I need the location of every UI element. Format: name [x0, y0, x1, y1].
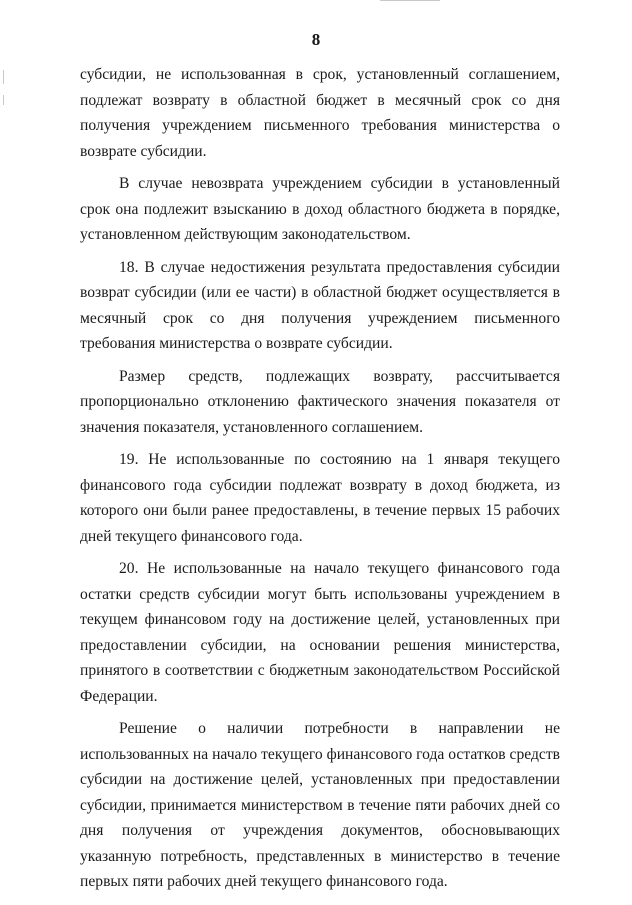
page-number: 8 [311, 30, 321, 49]
paragraph-6: 20. Не использованные на начало текущего финансового года остатки средств субсидии могут быть использованы учреждением в текущем финансовом году на достижение целей, установленных при предоставлении субсидии, на основании решения министерства, принятого в соответствии с бюджетным законодательством Российской Федерации. [80, 560, 560, 705]
scan-artifact [3, 70, 4, 84]
paragraph-1: субсидии, не использованная в срок, установленный соглашением, подлежат возврату в областной бюджет в месячный срок со дня получения учреждением письменного требования министерства о возврате субсидии. [80, 66, 560, 160]
scan-artifact [380, 0, 440, 1]
scan-artifact [3, 95, 4, 105]
paragraph-2: В случае невозврата учреждением субсидии в установленный срок она подлежит взысканию в доход областного бюджета в порядке, установленном действующим законодательством. [80, 175, 560, 243]
paragraph-5: 19. Не использованные по состоянию на 1 января текущего финансового года субсидии подлежат возврату в доход бюджета, из которого они были ранее предоставлены, в течение первых 15 рабочих дней текущего финансового года. [80, 451, 560, 545]
paragraph-4: Размер средств, подлежащих возврату, рассчитывается пропорционально отклонению фактического значения показателя от значения показателя, установленного соглашением. [80, 367, 560, 436]
paragraph-7: Решение о наличии потребности в направлении не использованных на начало текущего финансового года остатков средств субсидии на достижение целей, установленных при предоставлении субсидии, принимается министерством в течение пяти рабочих дней со дня получения от учреждения документов, обосновывающих указанную потребность, представленных в министерство в течение первых пяти рабочих дней текущего финансового года. [80, 720, 561, 890]
document-body [80, 62, 560, 902]
paragraph-3: 18. В случае недостижения результата предоставления субсидии возврат субсидии (или ее части) в областной бюджет осуществляется в месячный срок со дня получения учреждением письменного требования министерства о возврате субсидии. [80, 258, 560, 352]
